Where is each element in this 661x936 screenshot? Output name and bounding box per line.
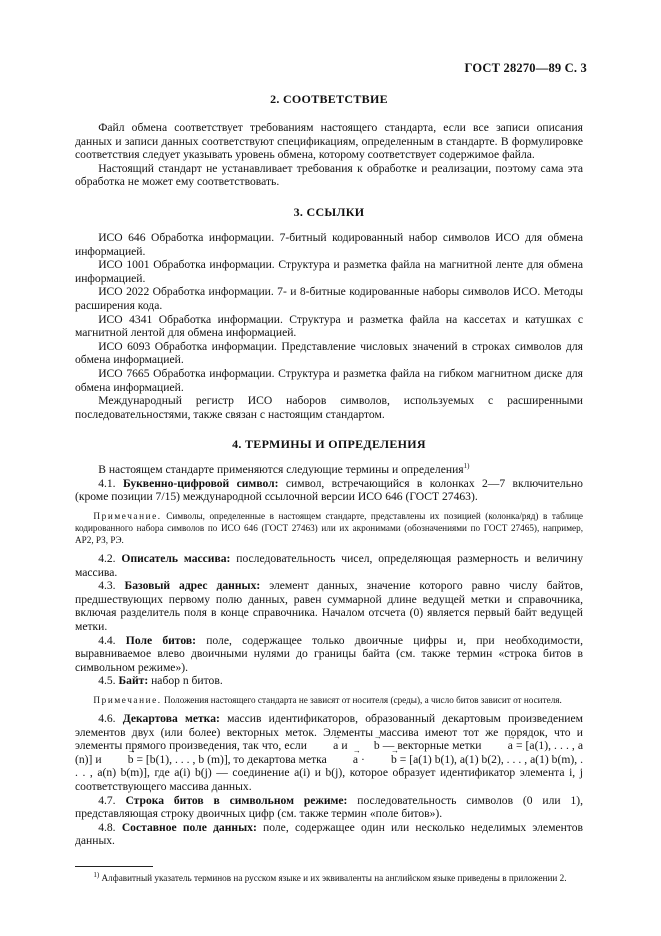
- term-definition: набор n битов.: [151, 674, 223, 688]
- vector-b-symbol: b →: [351, 739, 380, 753]
- term-definition: поле, содержащее только двоичные цифры и, при необходимости, выравниваемое влево двоичными нулями до границы байта (см. также термин «строка битов в символьном режиме»).: [75, 633, 583, 674]
- vector-b-symbol: b →: [105, 753, 134, 767]
- term-number: 4.4.: [98, 633, 116, 647]
- term-definition: элемент данных, значение которого равно числу байтов, предшествующих первому полю данных, равен суммарной длине ведущей метки и справочника, включая разделитель поля в конце справочника. Началом отсчета (0) является первый байт ведущей метки.: [75, 579, 583, 634]
- footnote-mark: 1): [93, 870, 100, 879]
- term-name: Поле битов:: [125, 633, 196, 647]
- term-definition: = [a(1) b(1), a(1) b(2), . . . , a(1) b(m), . . . , a(n) b(m)], где a(i) b(j) — соединение a(i) и b(j), которое образует идентификатор элемента i, j соответствующего массива данных.: [75, 752, 583, 793]
- term-name: Описатель массива:: [121, 552, 231, 566]
- product-dot: ·: [361, 752, 365, 766]
- page-content: [75, 92, 583, 884]
- term-definition: последовательность символов (0 или 1), представляющая строку двоичных цифр (см. также термин «поле битов»).: [75, 793, 584, 821]
- term-name: Базовый адрес данных:: [124, 579, 261, 593]
- reference-item: Международный регистр ИСО наборов символов, используемых с расширенными последовательностями, также связан с настоящим стандартом.: [75, 394, 583, 421]
- term-definition: символ, встречающийся в колонках 2—7 включительно (кроме позиции 7/15) международной ссылочной версии ИСО 646 (ГОСТ 27463).: [75, 476, 583, 504]
- section-2-title: 2. СООТВЕТСТВИЕ: [270, 92, 388, 106]
- term-definition: массив идентификаторов, образованный декартовым произведением элементов двух (или более) векторных меток. Элементы массива имеют тот же порядок, что и элементы прямого произведения, так что, если: [75, 712, 583, 753]
- term-number: 4.2.: [98, 552, 116, 566]
- term-name: Декартова метка:: [122, 712, 220, 725]
- term-name: Строка битов в символьном режиме:: [125, 793, 348, 807]
- note-label: Примечание.: [93, 511, 162, 522]
- term-name: Байт:: [118, 674, 149, 688]
- section-4-title: 4. ТЕРМИНЫ И ОПРЕДЕЛЕНИЯ: [232, 437, 426, 452]
- term-name: Составное поле данных:: [121, 820, 257, 834]
- note: [75, 694, 583, 706]
- section-3-title: 3. ССЫЛКИ: [293, 204, 365, 219]
- conjunction: и: [341, 739, 348, 753]
- footnote-text: Алфавитный указатель терминов на русском языке и их эквиваленты на английском языке приведены в приложении 2.: [101, 872, 567, 883]
- footnote-ref: 1): [463, 462, 470, 471]
- note: [75, 510, 583, 546]
- page-header: ГОСТ 28270—89 С. 3: [464, 61, 587, 75]
- reference-item: ИСО 7665 Обработка информации. Структура и разметка файла на гибком магнитном диске для обмена информацией.: [75, 366, 583, 394]
- vector-a-symbol: a →: [485, 739, 513, 753]
- term-definition: последовательность чисел, определяющая размерность и величину массива.: [75, 552, 583, 579]
- footnote: [75, 872, 583, 884]
- term-number: 4.8.: [98, 820, 116, 834]
- paragraph: Настоящий стандарт не устанавливает требования к обработке и реализации, поэтому сама эта обработка не может ему соответствовать.: [75, 161, 583, 189]
- term-number: 4.1.: [98, 476, 116, 490]
- term-4-4: [75, 634, 583, 675]
- vector-a-symbol: a →: [310, 739, 338, 753]
- reference-item: ИСО 4341 Обработка информации. Структура и разметка файла на кассетах и катушках с магнитной лентой для обмена информацией.: [75, 312, 583, 340]
- footnote-divider: [75, 866, 153, 867]
- term-4-2: [75, 552, 583, 579]
- term-4-6: [75, 712, 583, 794]
- term-definition: — векторные метки: [382, 739, 482, 753]
- note-text: Положения настоящего стандарта не зависят от носителя (среды), а число битов зависит от носителя.: [164, 695, 562, 705]
- reference-item: ИСО 1001 Обработка информации. Структура и разметка файла на магнитной ленте для обмена информацией.: [75, 258, 583, 285]
- term-4-1: [75, 477, 583, 504]
- term-name: Буквенно-цифровой символ:: [122, 476, 279, 490]
- term-definition: поле, содержащее один или несколько неделимых элементов данных.: [75, 820, 583, 848]
- note-label: Примечание.: [93, 695, 162, 705]
- intro-text: В настоящем стандарте применяются следующие термины и определения: [98, 463, 464, 477]
- term-4-5: [75, 674, 583, 688]
- reference-item: ИСО 646 Обработка информации. 7-битный кодированный набор символов ИСО для обмена информацией.: [75, 230, 583, 258]
- term-4-3: [75, 579, 583, 633]
- term-number: 4.6.: [98, 712, 116, 725]
- vector-a-symbol: a →: [330, 753, 358, 767]
- term-4-8: [75, 821, 583, 848]
- term-number: 4.3.: [98, 579, 116, 593]
- term-4-7: [75, 794, 583, 821]
- term-definition: = [a(1), . . . , a (n)] и: [75, 739, 583, 766]
- vector-b-symbol: b →: [368, 753, 397, 767]
- paragraph: Файл обмена соответствует требованиям настоящего стандарта, если все записи описания данных и записи данных соответствуют спецификациям, определенным в стандарте. В формулировке соответствия следует указывать уровень обмена, которому соответствует содержимое файла.: [75, 121, 583, 162]
- reference-item: ИСО 2022 Обработка информации. 7- и 8-битные кодированные наборы символов ИСО. Методы расширения кода.: [75, 285, 583, 312]
- term-number: 4.5.: [98, 674, 116, 688]
- reference-item: ИСО 6093 Обработка информации. Представление числовых значений в строках символов для обмена информацией.: [75, 339, 583, 367]
- term-number: 4.7.: [98, 793, 116, 807]
- term-definition: = [b(1), . . . , b (m)], то декартова метка: [136, 752, 327, 766]
- paragraph: [75, 463, 583, 477]
- note-text: Символы, определенные в настоящем стандарте, представлены их позицией (колонка/ряд) в таблице кодированного набора символов по ИСО 646 (ГОСТ 27463) или их акронимами (обозначениями по ГОСТ 27465), например, АР2, РЗ, РЭ.: [75, 511, 584, 546]
